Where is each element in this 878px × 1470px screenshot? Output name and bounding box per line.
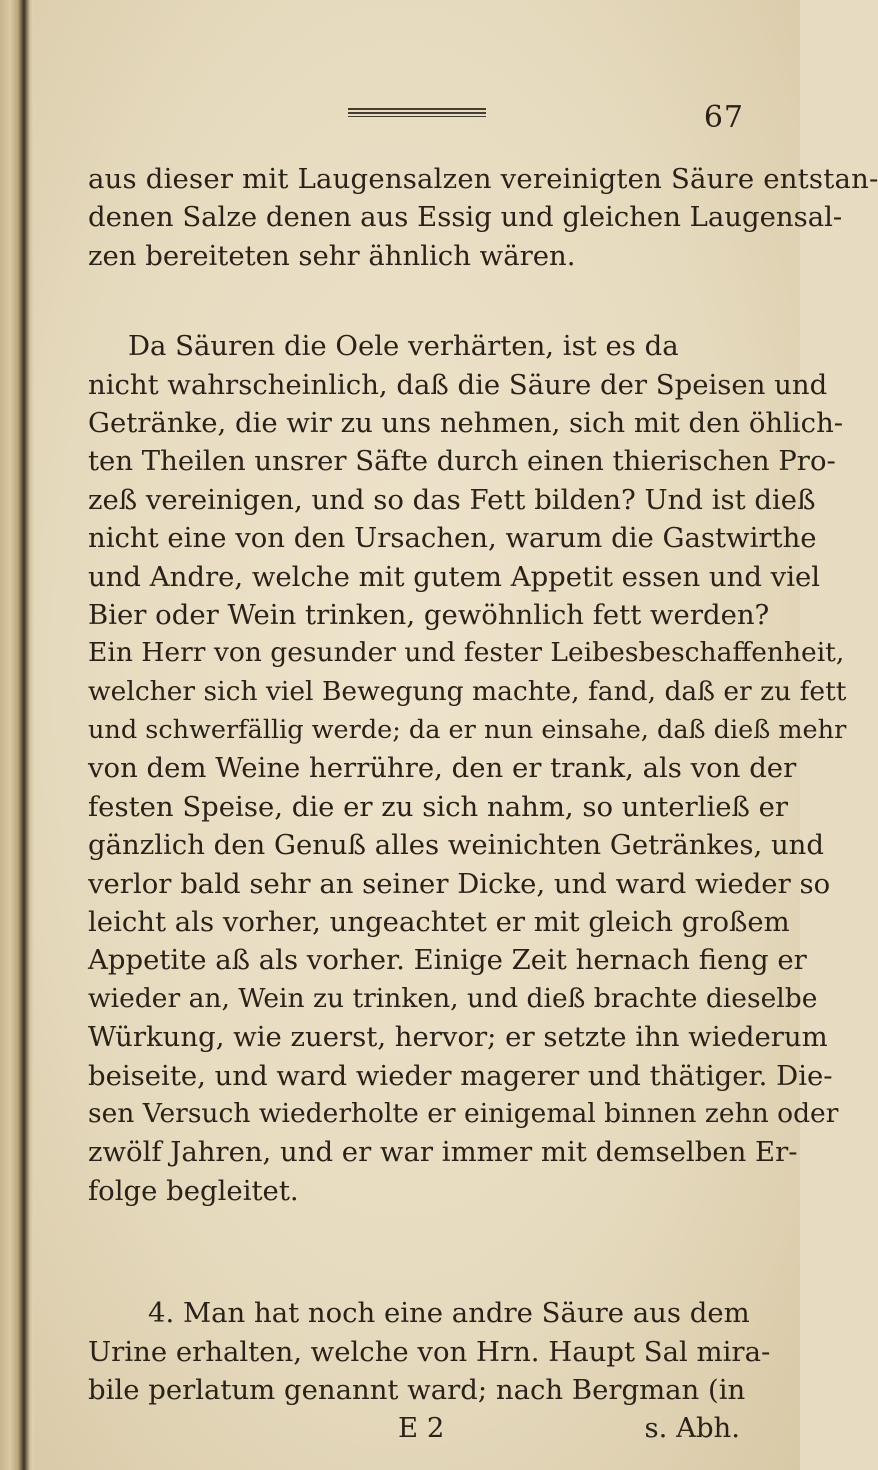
text-line: zen bereiteten sehr ähnlich wären.	[88, 239, 576, 272]
text-line: verlor bald sehr an seiner Dicke, und ward wieder so	[88, 867, 831, 900]
text-line: Urine erhalten, welche von Hrn. Haupt Sal mira-	[88, 1335, 771, 1368]
text-line: nicht wahrscheinlich, daß die Säure der Speisen und	[88, 368, 828, 401]
text-line: 4. Man hat noch eine andre Säure aus dem	[148, 1297, 750, 1330]
signature-mark: E 2	[398, 1412, 445, 1445]
text-line: nicht eine von den Ursachen, warum die Gastwirthe	[88, 522, 817, 555]
text-line: und schwerfällig werde; da er nun einsahe, daß dieß mehr	[88, 715, 847, 746]
text-line: welcher sich viel Bewegung machte, fand, daß er zu fett	[88, 675, 847, 707]
page-number: 67	[703, 100, 744, 135]
text-line: zeß vereinigen, und so das Fett bilden? Und ist dieß	[88, 483, 816, 516]
catchword: s. Abh.	[644, 1412, 740, 1445]
paragraph	[88, 327, 847, 1210]
text-line: denen Salze denen aus Essig und gleichen Laugensal-	[88, 201, 843, 234]
text-line: Ein Herr von gesunder und fester Leibesbeschaffenheit,	[88, 637, 845, 669]
text-line: sen Versuch wiederholte er einigemal binnen zehn oder	[88, 1097, 839, 1129]
text-line: ten Theilen unsrer Säfte durch einen thierischen Pro-	[88, 445, 836, 478]
text-line: festen Speise, die er zu sich nahm, so unterließ er	[88, 790, 789, 823]
text-line: aus dieser mit Laugensalzen vereinigten Säure entstan-	[88, 163, 878, 195]
text-line: Getränke, die wir zu uns nehmen, sich mit den öhlich-	[88, 406, 844, 439]
text-line: Bier oder Wein trinken, gewöhnlich fett werden?	[88, 598, 770, 631]
footer-line	[88, 1409, 740, 1447]
paragraph	[88, 1294, 771, 1409]
text-line: gänzlich den Genuß alles weinichten Getränkes, und	[88, 829, 824, 862]
text-line: und Andre, welche mit gutem Appetit essen und viel	[88, 560, 821, 593]
text-line: Würkung, wie zuerst, hervor; er setzte ihn wiederum	[88, 1021, 828, 1054]
text-line: von dem Weine herrühre, den er trank, als von der	[88, 752, 797, 785]
text-line: Appetite aß als vorher. Einige Zeit hernach fieng er	[88, 944, 807, 977]
paragraph	[88, 160, 878, 275]
body-text	[88, 160, 878, 1448]
text-line: wieder an, Wein zu trinken, und dieß brachte dieselbe	[88, 982, 818, 1014]
header-rule	[348, 108, 486, 117]
text-line: Da Säuren die Oele verhärten, ist es da	[128, 330, 679, 363]
text-line: folge begleitet.	[88, 1174, 299, 1207]
page-binding-edge	[0, 0, 34, 1470]
text-line: leicht als vorher, ungeachtet er mit gleich großem	[88, 906, 790, 939]
text-line: beiseite, und ward wieder magerer und thätiger. Die-	[88, 1059, 833, 1092]
text-line: bile perlatum genannt ward; nach Bergman (in	[88, 1373, 746, 1406]
text-line: zwölf Jahren, und er war immer mit demselben Er-	[88, 1136, 798, 1169]
